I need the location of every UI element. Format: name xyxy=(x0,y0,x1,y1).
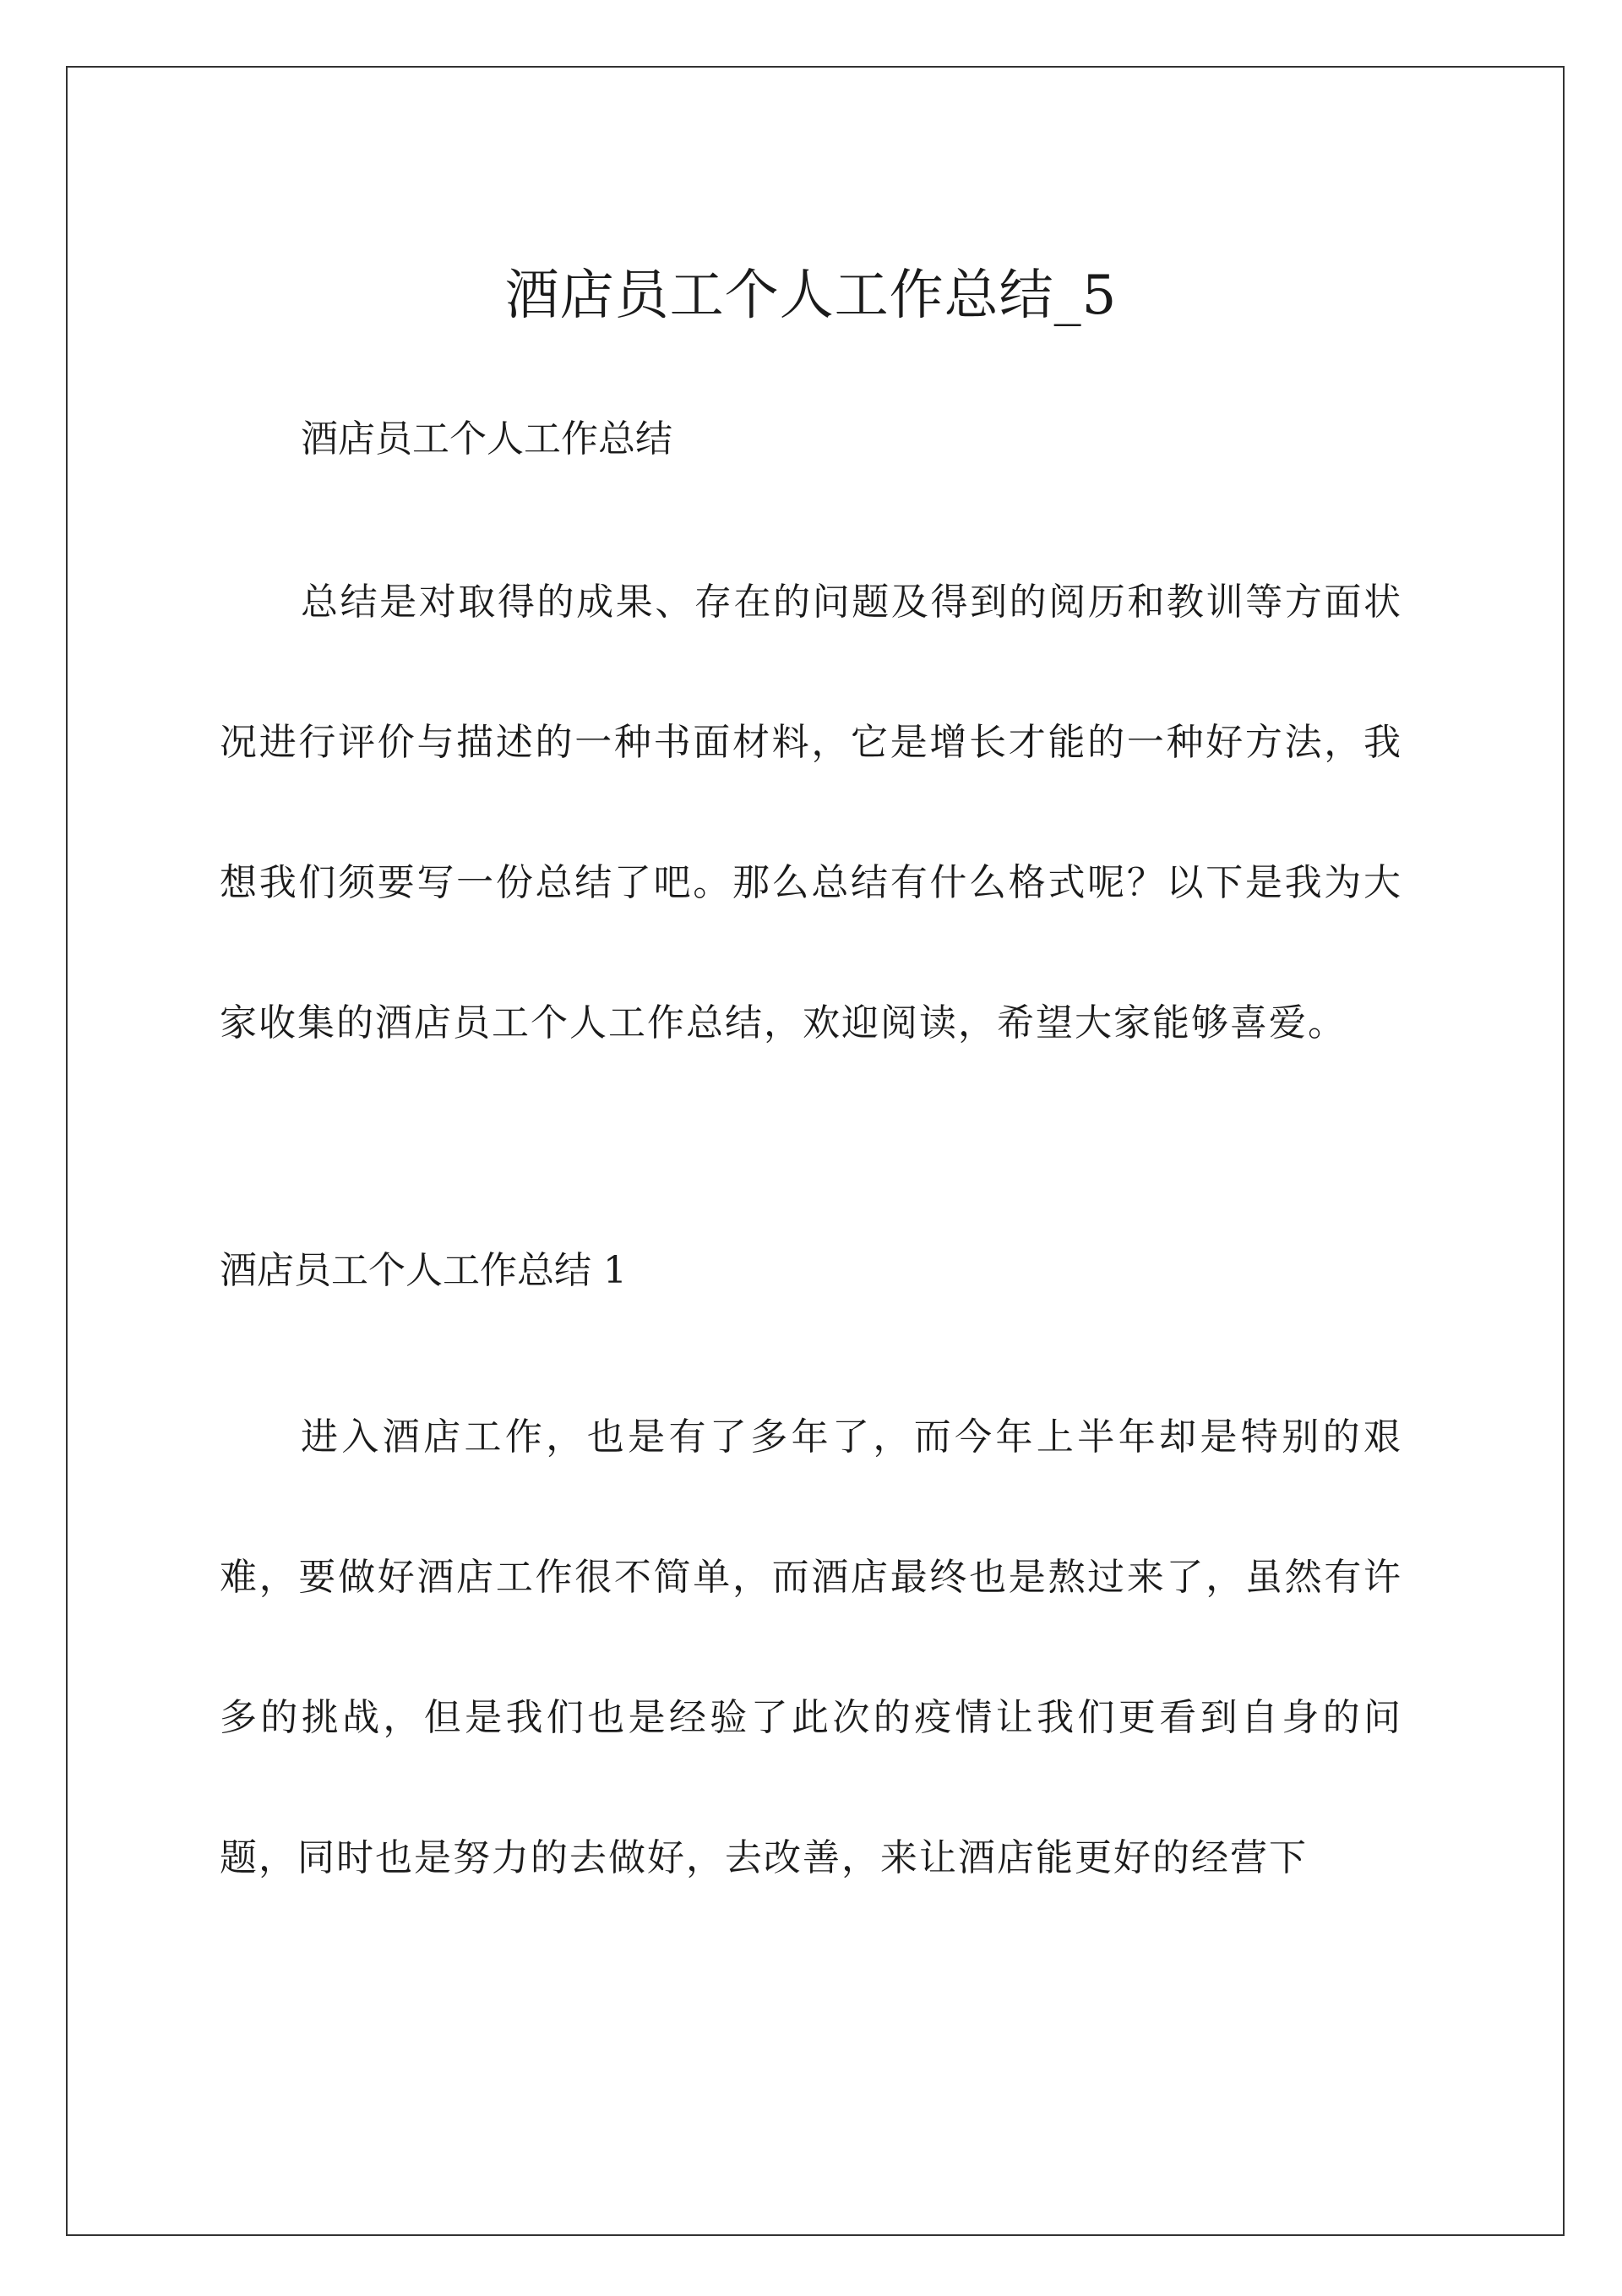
document-title: 酒店员工个人工作总结_5 xyxy=(504,265,1118,327)
section-heading: 酒店员工个人工作总结 1 xyxy=(220,1249,627,1292)
section-paragraph: 进入酒店工作，也是有了多年了，而今年上半年却是特别的艰难，要做好酒店工作很不简单，而酒店最终也是熬过来了，虽然有许多的挑战，但是我们也是经验了此次的疫情让我们更看到自身的问题，同时也是努力的去做好，去改善，来让酒店能更好的经营下 xyxy=(220,1415,1402,1879)
intro-paragraph: 总结是对取得的成果、存在的问题及得到的阅历和教训等方面状况进行评价与描述的一种书面材料，它是增长才能的一种好方法，我想我们须要写一份总结了吧。那么总结有什么格式呢？以下是我为大家收集的酒店员工个人工作总结，欢迎阅读，希望大家能够喜爱。 xyxy=(220,581,1402,1044)
document-subtitle: 酒店员工个人工作总结 xyxy=(301,417,672,461)
document-body xyxy=(220,397,1402,1928)
